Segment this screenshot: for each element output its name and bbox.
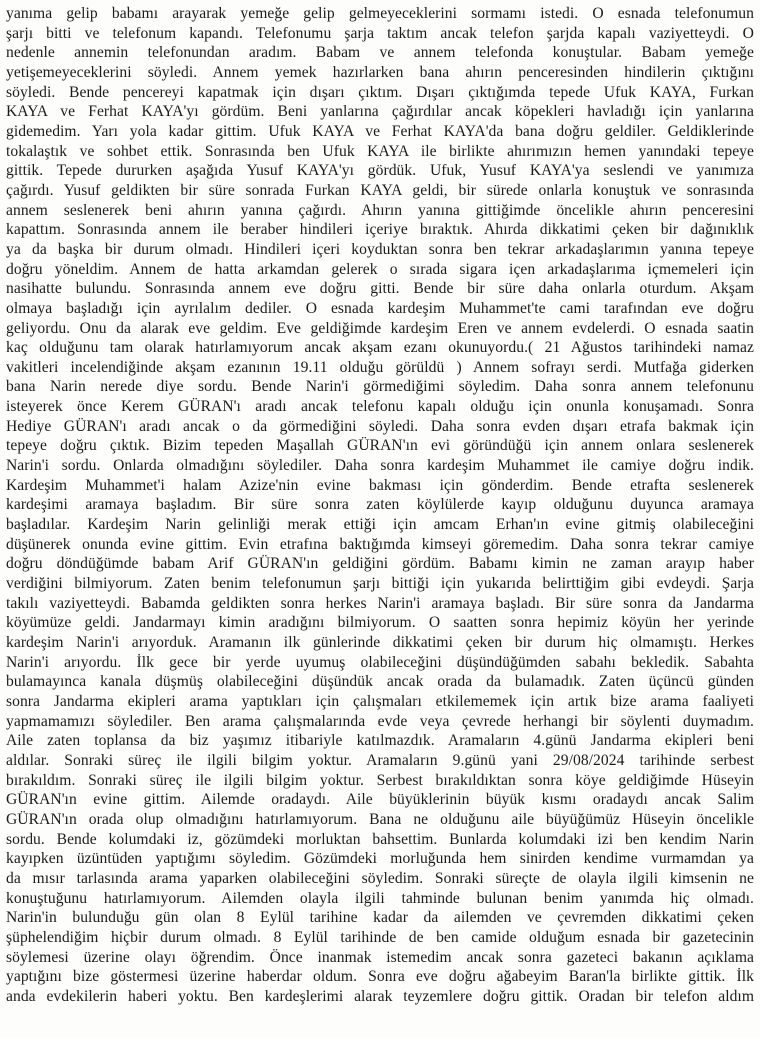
text-line: takılı vaziyetteydi. Babamda geldikten sonra herkes Narin'i aramaya başladı. Bir süre sonra da Jandarma xyxy=(6,594,754,612)
text-line: KAYA ve Ferhat KAYA'yı gördüm. Beni yanlarına çağırdılar ancak köpekleri havladığı için yanlarına xyxy=(6,103,754,121)
text-line: Narin'i arıyordu. İlk gece bir yerde uyumuş olabileceğini düşündüğümden sabahı bekledik. Sabahta xyxy=(6,653,754,671)
text-line: Hediye GÜRAN'ı aradı ancak o da görmediğini söyledi. Daha sonra evden dışarı etrafa bakmak için xyxy=(6,417,754,435)
text-line: doğru döndüğümde babam Arif GÜRAN'ın geldiğini gördüm. Babamı kimin ne zaman arayıp haber xyxy=(6,555,754,573)
text-line: düşünerek onunda evine gittim. Evin etrafına baktığımda kimseyi göremedim. Daha sonra tekrar camiye xyxy=(6,535,754,553)
text-line: aldılar. Sonraki süreç ile ilgili bilgim yoktur. Aramaların 9.günü yani 29/08/2024 tarihinde serbest xyxy=(6,751,754,769)
text-line: anda evdekilerin haberi yoktu. Ben kardeşlerimi alarak teyzemlere doğru gittik. Oradan bir telefon aldım xyxy=(6,987,754,1005)
text-line: kaç olduğunu tam olarak hatırlamıyorum ancak akşam ezanı okunuyordu.( 21 Ağustos tarihindeki namaz xyxy=(6,339,754,357)
text-line: doğru yöneldim. Annem de hatta arkamdan gelerek o sırada sigara içen arkadaşlarıma içmemeleri için xyxy=(6,260,754,278)
text-line: kardeşim Narin'i arıyorduk. Aramanın ilk günlerinde dikkatimi çeken bir durum hiç olmamıştı. Herkes xyxy=(6,634,754,651)
text-line: bana Narin nerede diye sordu. Bende Narin'i görmediğimi söyledim. Daha sonra annem telefonunu xyxy=(6,378,754,396)
text-line: şüphelendiğim hiçbir durum olmadı. 8 Eylül tarihinde de ben camide olduğum esnada bir gazetecinin xyxy=(6,928,754,946)
text-line: gidemedim. Yarı yola kadar gittim. Ufuk KAYA ve Ferhat KAYA'da bana doğru geldiler. Geldiklerinde xyxy=(6,122,754,140)
text-line: Narin'i sordu. Onlarda olmadığını söylediler. Daha sonra kardeşim Muhammet ile camiye doğru indik. xyxy=(6,457,754,475)
text-line: bırakıldım. Sonraki süreç ile ilgili bilgim yoktur. Serbest bırakıldıktan sonra köye geldiğimde Hüseyin xyxy=(6,771,754,789)
statement-body xyxy=(6,4,754,1038)
text-line: söyledi. Bende pencereyi kapatmak için dışarı çıktım. Dışarı çıktığımda tepede Ufuk KAYA, Furkan xyxy=(6,83,754,101)
text-line: verdiğini bilmiyorum. Zaten benim telefonumun şarjı bittiği için yukarıda belirttiğim gibi evdeydi. Şarja xyxy=(6,575,754,593)
text-line: sonra Jandarma ekipleri arama yaptıkları için çalışmaları etkilememek için artık bize arama faaliyeti xyxy=(6,692,754,710)
text-line: konuştuğunu hatırlamıyorum. Ailemden olayla ilgili tahminde bulunan benim yanımda hiç olmadı. xyxy=(6,889,754,907)
text-line: geliyordu. Onu da alarak eve geldim. Eve geldiğimde kardeşim Eren ve annem evdelerdi. O esnada saatin xyxy=(6,319,754,337)
text-line: bulamayınca kanala düşmüş olabileceğini düşündük ancak orada da bulamadık. Zaten üçüncü günden xyxy=(6,673,754,691)
text-line: başladılar. Kardeşim Narin gelinliği merak ettiği için amcam Erhan'ın evine gitmiş olabileceğini xyxy=(6,516,754,534)
text-line: söylemesi üzerine olayı öğrendim. Önce inanmak istemedim ancak sonra gazeteci bakanın açıklama xyxy=(6,948,754,966)
text-line: isteyerek önce Kerem GÜRAN'ı aradı ancak telefonu kapalı olduğu için onunla konuşamadı. Sonra xyxy=(6,398,754,416)
text-line: sordu. Bende kolumdaki iz, gözümdeki morluktan bahsettim. Bunlarda kolumdaki izi ben kendim Narin xyxy=(6,830,754,848)
text-line: vakitleri incelendiğinde akşam ezanının 19.11 olduğu görüldü ) Annem sofrayı serdi. Mutfağa giderken xyxy=(6,358,754,376)
text-line: da mısır tarlasında arama yaparken olabileceğini söyledim. Sonraki süreçte de olayla ilgili kimsenin ne xyxy=(6,869,754,887)
text-line xyxy=(6,1026,754,1038)
text-line: kardeşimi aramaya başladım. Bir süre sonra zaten köylülerde kayıp olduğunu duyunca aramaya xyxy=(6,496,754,514)
text-line: GÜRAN'ın orada olup olmadığını hatırlamıyorum. Bana ne olduğunu aile büyüğümüz Hüseyin öncelikle xyxy=(6,810,754,828)
text-line xyxy=(6,1006,754,1026)
text-line: gittik. Tepede dururken aşağıda Yusuf KAYA'yı gördük. Ufuk, Yusuf KAYA'ya seslendi ve yanımıza xyxy=(6,162,754,180)
text-line: şarjı bitti ve telefonum kapandı. Telefonumu şarja taktım ancak telefon şarjda kapalı vaziyetteydi. O xyxy=(6,24,754,42)
text-line: tokalaştık ve sohbet ettik. Sonrasında ben Ufuk KAYA ile birlikte ahırımızın hemen yanındaki tepeye xyxy=(6,142,754,160)
text-line: kayıpken üzüntüden yaptığımı söyledim. Gözümdeki morluğunda hem sinirden kendime vurmamdan ya xyxy=(6,850,754,868)
text-line: Aile zaten toplansa da biz yaşımız itibariyle katılmazdık. Aramaların 4.günü Jandarma ekipleri beni xyxy=(6,732,754,750)
text-line: köyümüze geldi. Jandarmayı kimin aradığını bilmiyorum. O saatten sonra hepimiz köyün her yerinde xyxy=(6,614,754,632)
text-line: kapattım. Sonrasında annem ile beraber hindileri içeriye bıraktık. Ahırda dikkatimi çeken bir dağınıklık xyxy=(6,221,754,239)
text-line: yapmamamızı söylediler. Ben arama çalışmalarında evde veya çevrede herhangi bir söylenti duymadım. xyxy=(6,712,754,730)
text-line: ya da başka bir durum olmadı. Hindileri içeri koyduktan sonra ben tekrar arkadaşlarımın yanına tepeye xyxy=(6,240,754,258)
text-line: çağırdı. Yusuf geldikten bir süre sonrada Furkan KAYA geldi, bir sürede onlarla konuştuk ve sonrasında xyxy=(6,181,754,199)
text-line: nasihatte bulundu. Sonrasında annem eve doğru gitti. Bende bir süre daha onlarla oturdum. Akşam xyxy=(6,280,754,298)
text-line: yanıma gelip babamı arayarak yemeğe gelip gelmeyeceklerini sormamı istedi. O esnada telefonumun xyxy=(6,5,754,22)
text-line: Kardeşim Muhammet'i halam Azize'nin evine bakması için gönderdim. Bende etrafta seslenerek xyxy=(6,476,754,494)
text-line: Narin'in bulunduğu gün olan 8 Eylül tarihine kadar da ailemden ve çevremden dikkatimi çeken xyxy=(6,909,754,927)
text-line: olmaya başladığı için ayrılalım dediler. O esnada kardeşim Muhammet'te cami tarafından eve doğru xyxy=(6,299,754,317)
text-line: nedenle annemin telefonundan aradım. Babam ve annem telefonda konuştular. Babam yemeğe xyxy=(6,44,754,62)
text-line: tepeye doğru çıktık. Bizim tepeden Maşallah GÜRAN'ın evi göründüğü için annem onlara seslenerek xyxy=(6,437,754,455)
text-line: GÜRAN'ın evine gittim. Ailemde oradaydı. Aile büyüklerinin büyük kısmı oradaydı ancak Salim xyxy=(6,791,754,809)
text-line: yetişemeyeceklerini söyledi. Annem yemek hazırlarken bana ahırın penceresinden hindilerin çıktığını xyxy=(6,63,754,81)
text-line: yaptığını bize göstermesi üzerine haberdar oldum. Sonra eve doğru ağabeyim Baran'la birlikte gittik. İlk xyxy=(6,968,754,986)
text-line: annem seslenerek beni ahırın yanına çağırdı. Ahırın yanına gittiğimde öncelikle ahırın penceresini xyxy=(6,201,754,219)
